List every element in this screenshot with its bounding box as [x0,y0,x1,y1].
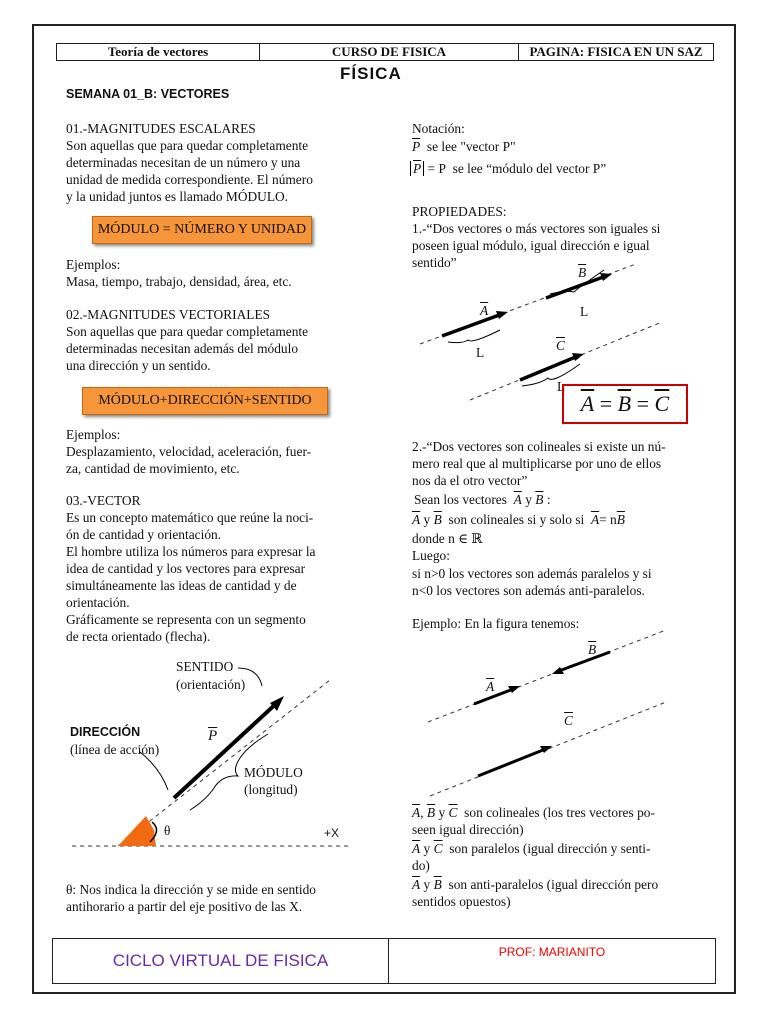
header-right: PAGINA: FISICA EN UN SAZ [529,44,703,59]
scalar-line-3: unidad de medida correspondiente. El número [66,172,313,187]
col-a2: $\overline{A}$ [590,512,600,527]
r1-text-1: son colineales (los tres vectores po- [464,805,655,820]
eq-c: $\overline{C}$ [654,391,670,416]
vector-title: 03.-VECTOR [66,493,141,508]
r1-c: $\overline{C}$ [448,805,458,820]
modulo-label: MÓDULO [244,765,303,780]
prop1-line-2: poseen igual módulo, igual dirección e igual [412,238,650,253]
col-a: $\overline{A}$ [412,512,421,527]
r3-text-2: sentidos opuestos) [412,894,511,909]
properties-title: PROPIEDADES: [412,204,507,219]
r2-y: y [423,841,431,856]
vector-line-7: Gráficamente se representa con un segmento [66,612,306,627]
r2-text-1: son paralelos (igual dirección y senti- [449,841,651,856]
scalar-title: 01.-MAGNITUDES ESCALARES [66,121,256,136]
scalar-line-2: determinadas necesitan de un número y una [66,155,301,170]
footer-right: PROF: MARIANITO [498,945,606,959]
l-label-3: L [557,379,566,394]
orientacion-label: (orientación) [176,677,246,692]
theta-label: θ [164,823,171,838]
r1-y: y [438,805,446,820]
notation-title: Notación: [412,121,465,136]
col-eq: = n [599,512,617,527]
linea-accion-label: (línea de acción) [70,742,160,757]
l-label-2: L [580,304,589,319]
r3-y: y [423,877,431,892]
prop1-line-3: sentido” [412,255,457,270]
vector-line-1: Es un concepto matemático que reúne la noci- [66,510,314,525]
vector-a-label-1: $\overline{A}$ [480,303,489,318]
notation-abs-p: $\overline{P}$ [413,161,422,176]
notation-text-2: se lee “módulo del vector P” [452,161,607,176]
vector-c-label-2: $\overline{C}$ [564,713,573,728]
prop2-line-2: mero real que al multiplicarse por uno de ellos [412,456,662,471]
r2-a: $\overline{A}$ [412,841,421,856]
r2-c: $\overline{C}$ [433,841,443,856]
sean-y: y [525,492,532,507]
r1-comma: , [420,805,424,820]
r3-a: $\overline{A}$ [412,877,421,892]
example-title: Ejemplo: En la figura tenemos: [412,616,580,631]
vector-line-2: ón de cantidad y orientación. [66,527,222,542]
sentido-label: SENTIDO [176,659,234,674]
x-axis-label: +X [324,826,340,840]
r1-b: $\overline{B}$ [426,805,436,820]
examples-text-2b: za, cantidad de movimiento, etc. [66,461,240,476]
col-y: y [423,512,431,527]
vector-line-5: simultáneamente las ideas de cantidad y de [66,578,297,593]
prop2-line-1: 2.-“Dos vectores son colineales si existe un nú- [412,439,666,454]
examples-label-2: Ejemplos: [66,427,121,442]
vector-mag-title: 02.-MAGNITUDES VECTORIALES [66,307,271,322]
theta-line-1: θ: Nos indica la dirección y se mide en sentido [66,882,316,897]
eq-b: $\overline{B}$ [617,391,632,416]
luego-line-2: n<0 los vectores son además anti-paralelos. [412,583,645,598]
col-b: $\overline{B}$ [433,512,442,527]
modulo-direccion-box: MÓDULO+DIRECCIÓN+SENTIDO [82,387,328,415]
header-left: Teoría de vectores [57,44,260,60]
r1-a: $\overline{A}$ [412,805,421,820]
prop2-line-3: nos da el otro vector” [412,473,528,488]
page-title: FÍSICA [340,64,402,83]
footer [52,938,716,984]
direccion-label: DIRECCIÓN [70,725,141,739]
eq-a: $\overline{A}$ [580,391,595,416]
eq-sign-1: = [599,391,613,416]
r1-text-2: seen igual dirección) [412,822,524,837]
vector-mag-line-2: determinadas necesitan además del módulo [66,341,299,356]
vector-mag-line-3: una dirección y un sentido. [66,358,211,373]
sean-b: $\overline{B}$ [535,492,544,507]
vector-line-6: orientación. [66,595,130,610]
r3-text-1: son anti-paralelos (igual dirección pero [448,877,659,892]
notation-p-symbol: $\overline{P}$ [412,139,421,154]
week-title: SEMANA 01_B: VECTORES [66,87,230,101]
examples-text-1: Masa, tiempo, trabajo, densidad, área, etc. [66,274,292,289]
scalar-line-4: y la unidad juntos es llamado MÓDULO. [66,189,289,204]
r2-text-2: do) [412,858,430,873]
luego-text: Luego: [412,548,450,563]
notation-text-1: se lee "vector P" [426,139,516,154]
col-b2: $\overline{B}$ [616,512,625,527]
examples-text-2a: Desplazamiento, velocidad, aceleración, fuer- [66,444,312,459]
vector-line-3: El hombre utiliza los números para expresar la [66,544,316,559]
eq-sign-2: = [636,391,650,416]
luego-line-1: si n>0 los vectores son además paralelos y si [412,566,652,581]
longitud-label: (longitud) [244,782,298,797]
modulo-box: MÓDULO = NÚMERO Y UNIDAD [92,216,312,244]
sean-a: $\overline{A}$ [513,492,522,507]
header-center: CURSO DE FISICA [260,44,519,60]
examples-label-1: Ejemplos: [66,257,121,272]
sean-text: Sean los vectores [414,492,507,507]
vector-mag-line-1: Son aquellas que para quedar completamente [66,324,309,339]
vector-a-label-2: $\overline{A}$ [486,679,495,694]
prop1-line-1: 1.-“Dos vectores o más vectores son iguales si [412,221,661,236]
l-label-1: L [476,345,485,360]
vector-line-4: idea de cantidad y los vectores para expresar [66,561,306,576]
donde-text: donde n ∈ ℝ [412,531,483,546]
theta-line-2: antihorario a partir del eje positivo de las X. [66,899,303,914]
col-text: son colineales si y solo si [448,512,585,527]
vector-c-label-1: $\overline{C}$ [556,338,565,353]
vector-b-label-2: $\overline{B}$ [588,642,597,657]
footer-left: CICLO VIRTUAL DE FISICA [53,939,389,983]
notation-eq: = P [427,161,446,176]
r3-b: $\overline{B}$ [433,877,442,892]
scalar-line-1: Son aquellas que para quedar completamente [66,138,309,153]
vector-b-label-1: $\overline{B}$ [578,265,587,280]
vector-line-8: de recta orientado (flecha). [66,629,211,644]
vector-p-label: $\overline{P}$ [208,728,218,744]
